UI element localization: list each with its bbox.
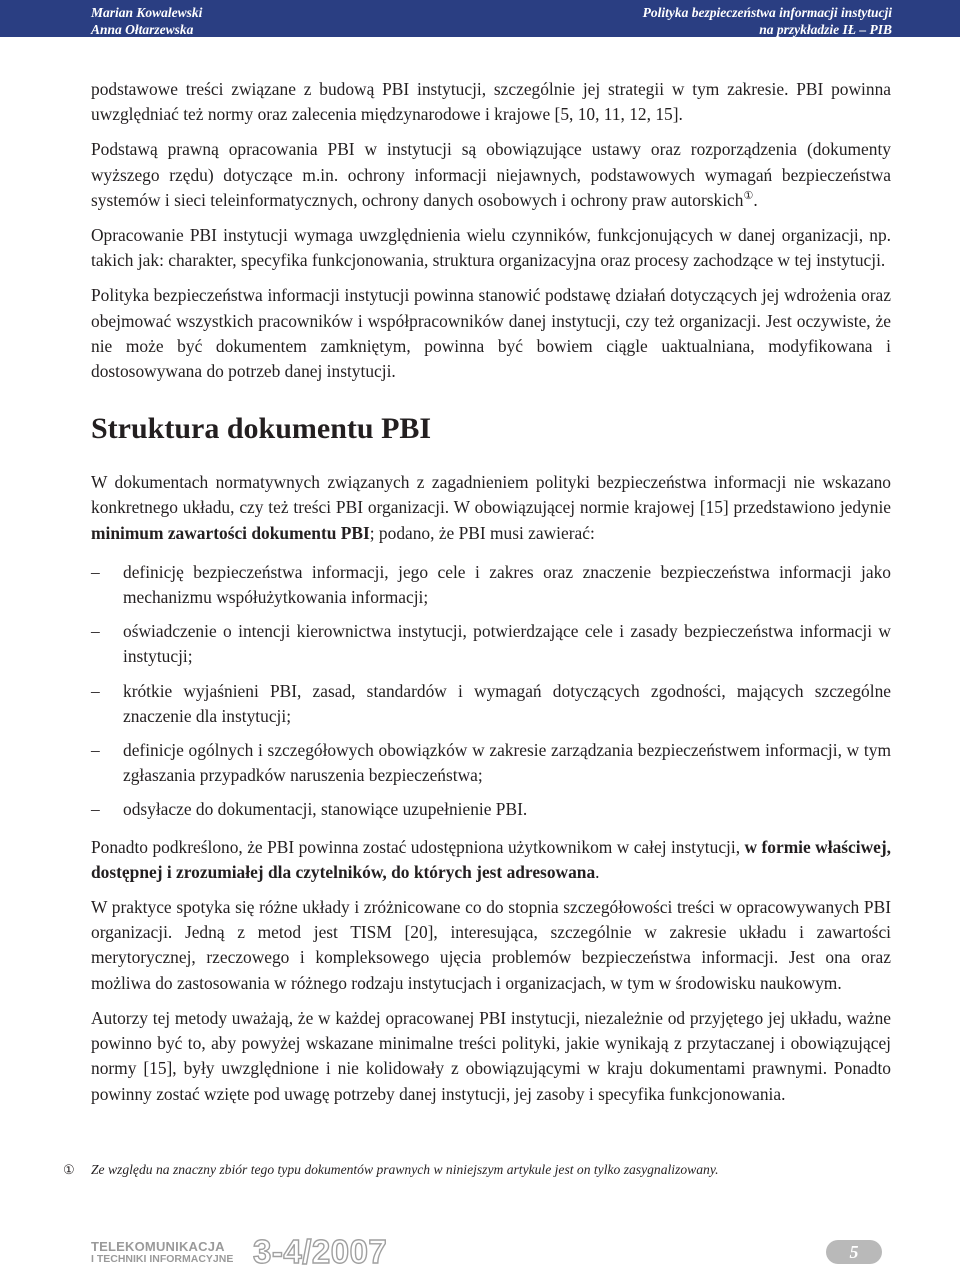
emphasis-paragraph	[91, 835, 891, 885]
header-article-title	[643, 4, 892, 38]
list-item-text: krótkie wyjaśnieni PBI, zasad, standardów i wymagań dotyczących zgodności, mających szczególne znaczenie dla instytucji;	[123, 680, 891, 726]
journal-name-line-1: TELEKOMUNIKACJA	[91, 1239, 225, 1254]
list-item-text: oświadczenie o intencji kierownictwa instytucji, potwierdzające cele i zasady bezpieczeństwa informacji w instytucji;	[123, 621, 891, 667]
list-item	[91, 619, 891, 669]
section-intro-text: W dokumentach normatywnych związanych z zagadnieniem polityki bezpieczeństwa informacji nie wskazano konkretnego układu, czy też treści PBI organizacji. W obowiązującej normie krajowej [15] przedstawiono jedynie	[91, 472, 891, 518]
header-author-1: Marian Kowalewski	[91, 5, 203, 20]
list-item	[91, 797, 891, 822]
page-number-badge: 5	[826, 1240, 882, 1264]
paragraph-2-period: .	[753, 189, 758, 210]
closing-paragraph-1: W praktyce spotyka się różne układy i zróżnicowane co do stopnia szczegółowości treści w opracowywanych PBI organizacji. Jedną z metod jest TISM [20], interesująca, szczególnie w zakresie układu i zawartości merytorycznej, rzeczowego i kompleksowego ujęcia problemów bezpieczeństwa informacji. Jest ona oraz możliwa do zastosowania w różnego rodzaju instytucjach i organizacjach, w tym w środowisku naukowym.	[91, 897, 891, 993]
header-authors	[91, 4, 202, 38]
section-intro	[91, 470, 891, 546]
emphasis-paragraph-text: Ponadto podkreślono, że PBI powinna zostać udostępniona użytkownikom w całej instytucji,	[91, 836, 745, 857]
header-title-line-2: na przykładzie IŁ – PIB	[759, 22, 892, 37]
header-author-2: Anna Ołtarzewska	[91, 22, 194, 37]
paragraph-2-text: Podstawą prawną opracowania PBI w instytucji są obowiązujące ustawy oraz rozporządzenia (dokumenty wyższego rzędu) dotyczące m.in. ochrony informacji niejawnych, podstawowych wymagań bezpieczeństwa systemów i sieci teleinformatycznych, ochrony danych osobowych i ochrony praw autorskich	[91, 139, 891, 210]
running-header	[0, 0, 960, 37]
requirements-list	[91, 560, 891, 823]
emphasis-paragraph-tail: .	[595, 861, 600, 882]
section-intro-bold: minimum zawartości dokumentu PBI	[91, 522, 370, 543]
section-heading: Struktura dokumentu PBI	[91, 412, 432, 446]
journal-name-line-2: I TECHNIKI INFORMACYJNE	[91, 1253, 234, 1265]
paragraph-3: Opracowanie PBI instytucji wymaga uwzględnienia wielu czynników, funkcjonujących w danej organizacji, np. takich jak: charakter, specyfika funkcjonowania, struktura organizacyjna oraz procesy zachodzące w tej instytucji.	[91, 225, 891, 271]
article-body	[91, 77, 891, 1117]
issue-number: 3-4/2007	[253, 1233, 388, 1270]
dash-bullet: –	[91, 680, 100, 701]
dash-bullet: –	[91, 740, 100, 761]
dash-bullet: –	[91, 561, 100, 582]
list-item	[91, 679, 891, 729]
dash-bullet: –	[91, 799, 100, 820]
footnote	[63, 1161, 893, 1179]
paragraph-4: Polityka bezpieczeństwa informacji instytucji powinna stanowić podstawę działań dotyczących jej wdrożenia oraz obejmować wszystkich pracowników i współpracowników danej instytucji, czy też organizacji. Jest oczywiste, że nie może być dokumentem zamkniętym, powinna być bowiem ciągle uaktualniana, modyfikowana i dostosowywana do potrzeb danej instytucji.	[91, 285, 891, 382]
footnote-reference: ①	[743, 190, 754, 203]
journal-name	[91, 1240, 233, 1266]
list-item	[91, 560, 891, 610]
section-intro-tail: ; podano, że PBI musi zawierać:	[369, 522, 595, 543]
header-title-line-1: Polityka bezpieczeństwa informacji instytucji	[642, 5, 892, 20]
footnote-mark: ①	[63, 1162, 75, 1177]
footnote-text: Ze względu na znaczny zbiór tego typu dokumentów prawnych w niniejszym artykule jest on tylko zasygnalizowany.	[91, 1162, 719, 1177]
list-item-text: definicje ogólnych i szczegółowych obowiązków w zakresie zarządzania bezpieczeństwem informacji, w tym zgłaszania przypadków naruszenia bezpieczeństwa;	[123, 740, 891, 786]
list-item-text: odsyłacze do dokumentacji, stanowiące uzupełnienie PBI.	[123, 799, 528, 820]
paragraph-1: podstawowe treści związane z budową PBI instytucji, szczególnie jej strategii w tym zakresie. PBI powinna uwzględniać też normy oraz zalecenia międzynarodowe i krajowe [5, 10, 11, 12, 15].	[91, 79, 891, 125]
list-item-text: definicję bezpieczeństwa informacji, jego cele i zakres oraz znaczenie bezpieczeństwa informacji jako mechanizmu współużytkowania informacji;	[123, 561, 891, 608]
closing-paragraph-2: Autorzy tej metody uważają, że w każdej opracowanej PBI instytucji, niezależnie od przyjętego jej układu, ważne powinno być to, aby powyżej wskazane minimalne treści polityki, jakie wynikają z przytaczanej i obowiązującej normy [15], były uwzględnione i nie kolidowały z obowiązującymi w kraju dokumentami prawnymi. Ponadto powinny zostać wzięte pod uwagę potrzeby danej instytucji, jej zasoby i specyfika funkcjonowania.	[91, 1007, 891, 1104]
dash-bullet: –	[91, 621, 100, 642]
page-footer	[0, 1232, 960, 1272]
list-item	[91, 738, 891, 788]
paragraph-2	[91, 137, 891, 213]
emphasis-paragraph-bold: w formie właściwej, dostępnej i zrozumiałej dla czytelników, do których jest adresowana	[91, 836, 891, 882]
